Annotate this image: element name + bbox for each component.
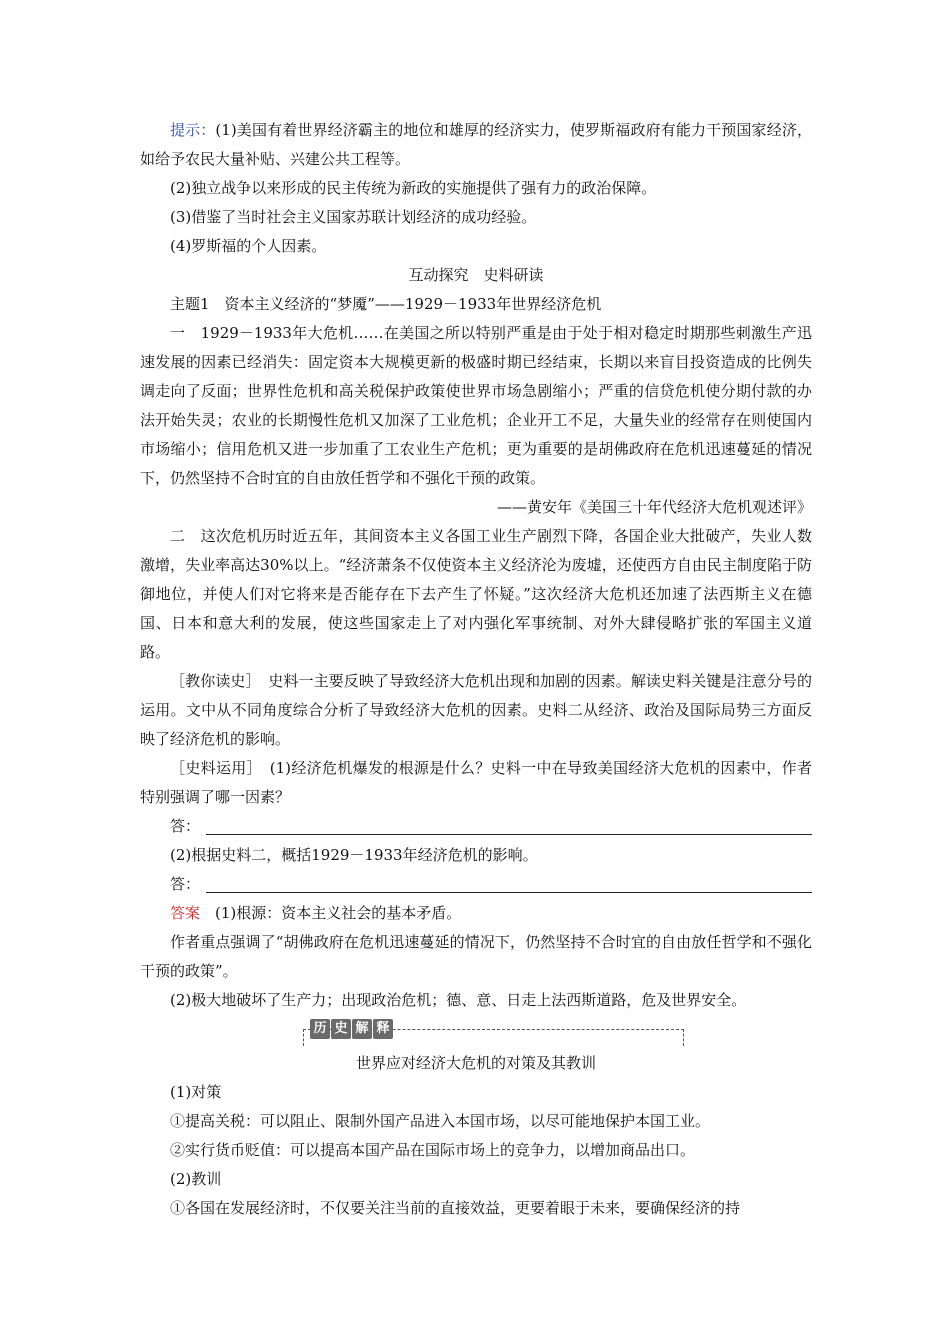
hint-line-1: (1)美国有着世界经济霸主的地位和雄厚的经济实力，使罗斯福政府有能力干预国家经济，如给予农民大量补贴、兴建公共工程等。 xyxy=(140,121,812,168)
teach-read-paragraph: ［教你读史］ 史料一主要反映了导致经济大危机出现和加剧的因素。解读史料关键是注意分号的运用。文中从不同角度综合分析了导致经济大危机的因素。史料二从经济、政治及国际局势三方面反映了经济危机的影响。 xyxy=(140,672,812,748)
answer-prompt: 答： xyxy=(170,875,201,893)
apply-question-2: (2)根据史料二，概括1929－1933年经济危机的影响。 xyxy=(170,846,538,864)
answer-paragraph-3: (2)极大地破坏了生产力；出现政治危机；德、意、日走上法西斯道路，危及世界安全。 xyxy=(170,991,747,1009)
banner-char: 历 xyxy=(310,1019,330,1039)
answer-prompt: 答： xyxy=(170,817,201,835)
apply-question-1: ［史料运用］ (1)经济危机爆发的根源是什么？史料一中在导致美国经济大危机的因素中，作者特别强调了哪一因素？ xyxy=(140,759,812,806)
hint-line-3: (3)借鉴了当时社会主义国家苏联计划经济的成功经验。 xyxy=(170,208,537,226)
answer-paragraph-1 xyxy=(140,899,812,928)
answer-blank[interactable] xyxy=(206,814,812,835)
section-title: 互动探究 史料研读 xyxy=(408,266,544,284)
explain-title: 世界应对经济大危机的对策及其教训 xyxy=(355,1054,596,1072)
source-two: 二 这次危机历时近五年，其间资本主义各国工业生产剧烈下降，各国企业大批破产，失业人数激增，失业率高达30%以上。“经济萧条不仅使资本主义经济沦为废墟，还使西方自由民主制度陷于防御地位，并使人们对它将来是否能存在下去产生了怀疑。”这次经济大危机还加速了法西斯主义在德国、日本和意大利的发展，使这些国家走上了对内强化军事统制、对外大肆侵略扩张的军国主义道路。 xyxy=(140,527,812,661)
measures-item-2: ②实行货币贬值：可以提高本国产品在国际市场上的竞争力，以增加商品出口。 xyxy=(170,1141,696,1159)
banner-char: 释 xyxy=(373,1019,393,1039)
document-body xyxy=(140,116,812,1223)
source-one: 一 1929－1933年大危机……在美国之所以特别严重是由于处于相对稳定时期那些刺激生产迅速发展的因素已经消失：固定资本大规模更新的极盛时期已经结束，长期以来盲目投资造成的比例失调走向了反面；世界性危机和高关税保护政策使世界市场急剧缩小；严重的信贷危机使分期付款的办法开始失灵；农业的长期慢性危机又加深了工业危机；企业开工不足，大量失业的经常存在则使国内市场缩小；信用危机又进一步加重了工农业生产危机；更为重要的是胡佛政府在危机迅速蔓延的情况下，仍然坚持不合时宜的自由放任哲学和不强化干预的政策。 xyxy=(140,324,812,487)
measures-item-1: ①提高关税：可以阻止、限制外国产品进入本国市场，以尽可能地保护本国工业。 xyxy=(170,1112,711,1130)
answer-line-1 xyxy=(140,812,812,841)
answer-line-text-1: (1)根源：资本主义社会的基本矛盾。 xyxy=(200,904,462,922)
measures-heading: (1)对策 xyxy=(170,1083,222,1101)
answer-line-2 xyxy=(140,870,812,899)
history-explain-banner xyxy=(140,1017,812,1049)
answer-paragraph-2: 作者重点强调了“胡佛政府在危机迅速蔓延的情况下，仍然坚持不合时宜的自由放任哲学和不强化干预的政策”。 xyxy=(140,933,812,980)
lessons-item-1: ①各国在发展经济时，不仅要关注当前的直接效益，更要着眼于未来，要确保经济的持 xyxy=(170,1199,741,1217)
source-one-citation: ——黄安年《美国三十年代经济大危机观述评》 xyxy=(496,498,812,516)
answer-label: 答案 xyxy=(170,904,201,922)
banner-tag xyxy=(310,1019,393,1039)
lessons-heading: (2)教训 xyxy=(170,1170,222,1188)
hint-paragraph xyxy=(140,116,812,174)
topic-heading: 主题1 资本主义经济的“梦魇”——1929－1933年世界经济危机 xyxy=(170,295,602,313)
banner-char: 解 xyxy=(352,1019,372,1039)
answer-blank[interactable] xyxy=(206,872,812,893)
hint-line-2: (2)独立战争以来形成的民主传统为新政的实施提供了强有力的政治保障。 xyxy=(170,179,657,197)
hint-line-4: (4)罗斯福的个人因素。 xyxy=(170,237,327,255)
hint-label: 提示： xyxy=(170,121,216,139)
banner-char: 史 xyxy=(331,1019,351,1039)
